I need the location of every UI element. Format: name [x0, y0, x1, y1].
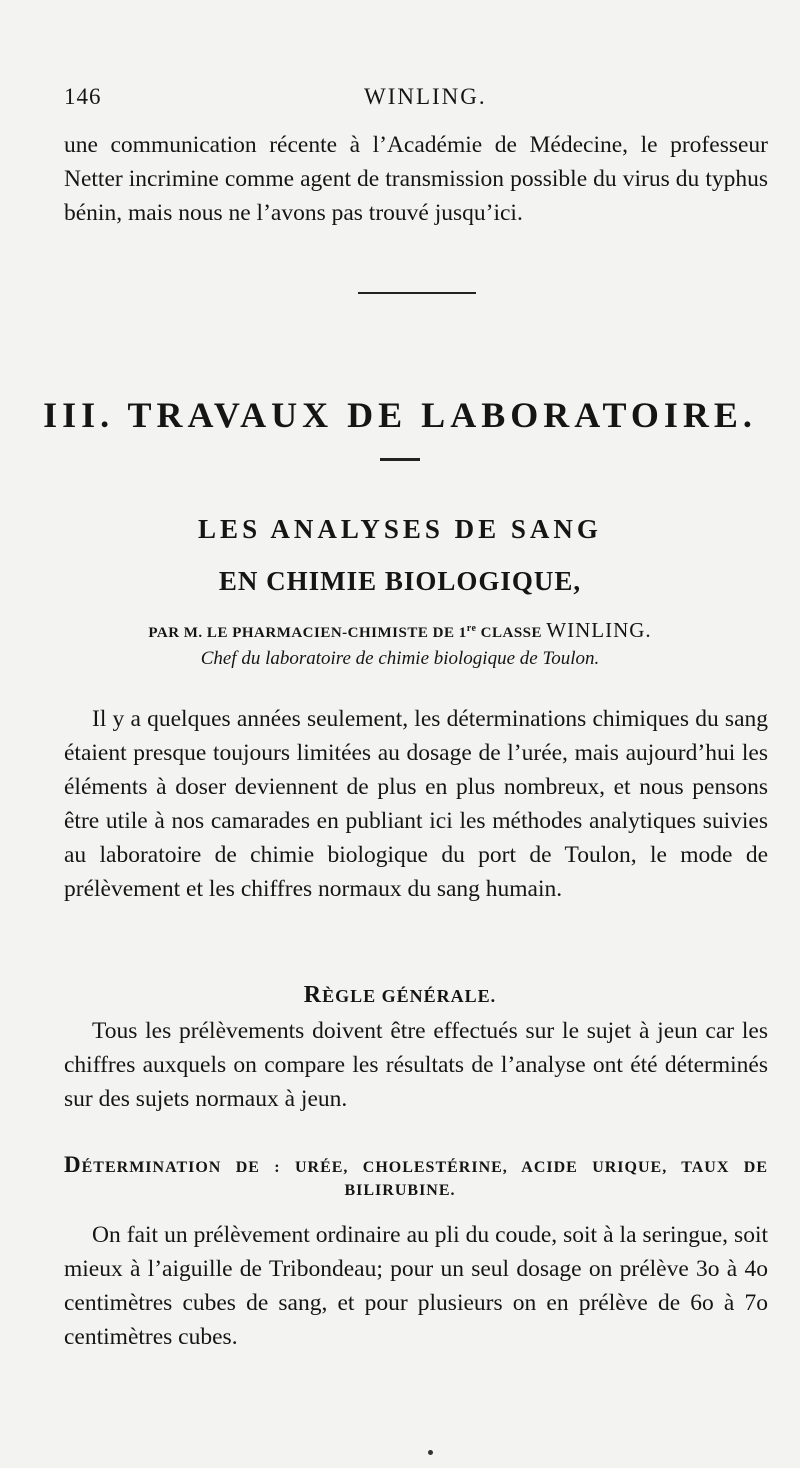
running-title: WINLING.: [364, 84, 487, 109]
byline-sup: re: [466, 623, 477, 634]
determination-paragraph: [64, 1218, 768, 1354]
rule-heading: [0, 982, 800, 1009]
continuation-text: une communication récente à l’Académie de Médecine, le professeur Netter incrimine comme agent de transmission possible du virus du typhus bénin, mais nous ne l’avons pas trouvé jusqu’ici.: [64, 132, 768, 226]
section-rule: [380, 458, 420, 461]
rule-paragraph: [64, 1014, 768, 1116]
article-title-line1: LES ANALYSES DE SANG: [198, 514, 602, 544]
running-header: [64, 84, 664, 114]
determination-text: On fait un prélèvement ordinaire au pli du coude, soit à la seringue, soit mieux à l’aiguille de Tribondeau; pour un seul dosage on prélève 3o à 4o centimètres cubes de sang, et pour plusieurs on en prélève de 6o à 7o centimètres cubes.: [64, 1222, 768, 1350]
determination-heading-initial: D: [64, 1152, 82, 1177]
ink-speck: [428, 1450, 433, 1455]
rule-heading-initial: R: [303, 982, 323, 1008]
author-name: WINLING.: [546, 618, 652, 642]
determination-heading: [64, 1152, 768, 1178]
determination-heading-line1: ÉTERMINATION DE : URÉE, CHOLESTÉRINE, ACIDE URIQUE, TAUX DE: [81, 1159, 768, 1176]
rule-text: Tous les prélèvements doivent être effectués sur le sujet à jeun car les chiffres auxquels on compare les résultats de l’analyse ont été déterminés sur des sujets normaux à jeun.: [64, 1018, 768, 1112]
byline: [0, 618, 800, 643]
separator-rule: [358, 292, 476, 294]
article-title-line2: EN CHIMIE BIOLOGIQUE,: [218, 566, 582, 596]
intro-paragraph: [64, 702, 768, 906]
section-title: III. TRAVAUX DE LABORATOIRE.: [43, 395, 757, 435]
determination-heading-line2: BILIRUBINE.: [344, 1182, 456, 1199]
page-number: 146: [64, 84, 102, 109]
rule-heading-rest: ÈGLE GÉNÉRALE.: [322, 986, 497, 1006]
intro-text: Il y a quelques années seulement, les déterminations chimiques du sang étaient presque toujours limitées au dosage de l’urée, mais aujourd’hui les éléments à doser deviennent de plus en plus nombreux, et nous pensons être utile à nos camarades en publiant ici les méthodes analytiques suivies au laboratoire de chimie biologique du port de Toulon, le mode de prélèvement et les chiffres normaux du sang humain.: [64, 706, 768, 902]
byline-prefix: PAR M. LE PHARMACIEN-CHIMISTE DE 1: [148, 625, 467, 641]
continuation-paragraph: [64, 128, 768, 230]
author-affiliation: Chef du laboratoire de chimie biologique de Toulon.: [200, 648, 600, 669]
byline-class: CLASSE: [476, 625, 547, 641]
